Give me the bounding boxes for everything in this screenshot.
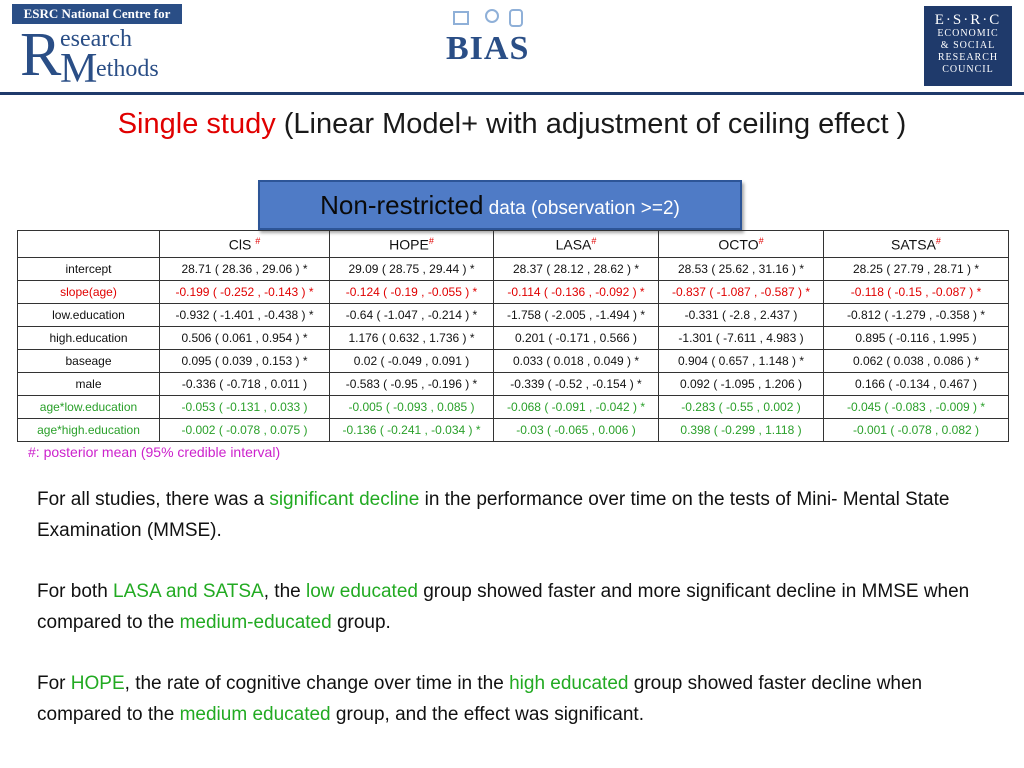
esrc-logo-line3: & SOCIAL: [940, 40, 996, 51]
table-row: [18, 419, 1009, 442]
nr-box-small: data (observation >=2): [483, 198, 680, 219]
table-header-cell: SATSA#: [824, 231, 1009, 258]
table-cell: -0.053 ( -0.131 , 0.033 ): [160, 396, 330, 419]
table-cell: -0.005 ( -0.093 , 0.085 ): [330, 396, 494, 419]
table-cell: -0.002 ( -0.078 , 0.075 ): [160, 419, 330, 442]
nr-box-big: Non-restricted: [320, 190, 484, 220]
table-cell: -0.045 ( -0.083 , -0.009 ) *: [824, 396, 1009, 419]
table-row: [18, 281, 1009, 304]
table-row: [18, 350, 1009, 373]
research-methods-logo: [12, 4, 182, 92]
slide-header: [0, 0, 1024, 92]
table-cell: -0.068 ( -0.091 , -0.042 ) *: [494, 396, 659, 419]
table-cell: -0.118 ( -0.15 , -0.087 ) *: [824, 281, 1009, 304]
table-row: [18, 327, 1009, 350]
table-cell: -0.837 ( -1.087 , -0.587 ) *: [659, 281, 824, 304]
table-cell: -0.64 ( -1.047 , -0.214 ) *: [330, 304, 494, 327]
table-cell: 0.904 ( 0.657 , 1.148 ) *: [659, 350, 824, 373]
rm-logo-word2: ethods: [96, 56, 159, 82]
table-header-cell: OCTO#: [659, 231, 824, 258]
row-label: baseage: [18, 350, 160, 373]
table-cell: -0.124 ( -0.19 , -0.055 ) *: [330, 281, 494, 304]
table-cell: -1.758 ( -2.005 , -1.494 ) *: [494, 304, 659, 327]
slide-title: [0, 108, 1024, 141]
table-header-cell: LASA#: [494, 231, 659, 258]
esrc-logo: [924, 6, 1012, 86]
paragraph-3: For HOPE, the rate of cognitive change over time in the high educated group showed faster decline when compared to the medium educated group, and the effect was significant.: [37, 673, 923, 725]
table-header-cell: HOPE#: [330, 231, 494, 258]
table-row: [18, 258, 1009, 281]
esrc-logo-line1: E·S·R·C: [934, 12, 1002, 28]
table-header-empty: [18, 231, 160, 258]
rm-logo-m: M: [60, 46, 98, 92]
table-row: [18, 396, 1009, 419]
row-label: high.education: [18, 327, 160, 350]
table-cell: 0.895 ( -0.116 , 1.995 ): [824, 327, 1009, 350]
row-label: low.education: [18, 304, 160, 327]
non-restricted-box: [258, 180, 742, 230]
table-cell: 0.166 ( -0.134 , 0.467 ): [824, 373, 1009, 396]
row-label: intercept: [18, 258, 160, 281]
results-table: [17, 230, 1009, 442]
paragraph-2: For both LASA and SATSA, the low educated group showed faster and more significant decline in MMSE when compared to the medium-educated group.: [37, 581, 970, 633]
table-cell: 0.506 ( 0.061 , 0.954 ) *: [160, 327, 330, 350]
table-cell: 0.398 ( -0.299 , 1.118 ): [659, 419, 824, 442]
bias-logo-text: BIAS: [446, 30, 530, 67]
table-cell: 0.02 ( -0.049 , 0.091 ): [330, 350, 494, 373]
esrc-logo-line4: RESEARCH: [937, 52, 999, 63]
table-cell: -1.301 ( -7.611 , 4.983 ): [659, 327, 824, 350]
table-cell: 1.176 ( 0.632 , 1.736 ) *: [330, 327, 494, 350]
table-cell: -0.812 ( -1.279 , -0.358 ) *: [824, 304, 1009, 327]
table-header-cell: ClS #: [160, 231, 330, 258]
table-cell: -0.932 ( -1.401 , -0.438 ) *: [160, 304, 330, 327]
table-row: [18, 373, 1009, 396]
table-cell: -0.03 ( -0.065 , 0.006 ): [494, 419, 659, 442]
esrc-logo-line2: ECONOMIC: [937, 28, 999, 39]
bias-logo: [442, 6, 542, 86]
table-header-row: [18, 231, 1009, 258]
table-cell: 0.062 ( 0.038 , 0.086 ) *: [824, 350, 1009, 373]
table-cell: 29.09 ( 28.75 , 29.44 ) *: [330, 258, 494, 281]
table-cell: 0.095 ( 0.039 , 0.153 ) *: [160, 350, 330, 373]
table-cell: -0.001 ( -0.078 , 0.082 ): [824, 419, 1009, 442]
row-label: slope(age): [18, 281, 160, 304]
table-cell: -0.339 ( -0.52 , -0.154 ) *: [494, 373, 659, 396]
row-label: age*low.education: [18, 396, 160, 419]
table-cell: -0.114 ( -0.136 , -0.092 ) *: [494, 281, 659, 304]
row-label: age*high.education: [18, 419, 160, 442]
title-rest: (Linear Model+ with adjustment of ceiling effect ): [275, 108, 907, 140]
table-cell: -0.283 ( -0.55 , 0.002 ): [659, 396, 824, 419]
table-cell: 28.37 ( 28.12 , 28.62 ) *: [494, 258, 659, 281]
paragraph-1: For all studies, there was a significant decline in the performance over time on the tests of Mini- Mental State Examination (MMSE).: [37, 489, 950, 541]
header-divider: [0, 92, 1024, 95]
table-cell: 28.71 ( 28.36 , 29.06 ) *: [160, 258, 330, 281]
esrc-logo-line5: COUNCIL: [942, 64, 994, 75]
rm-logo-word1: esearch: [60, 26, 132, 52]
rm-logo-r: R: [20, 21, 62, 89]
title-highlight: Single study: [117, 108, 276, 140]
table-cell: -0.336 ( -0.718 , 0.011 ): [160, 373, 330, 396]
table-cell: -0.136 ( -0.241 , -0.034 ) *: [330, 419, 494, 442]
table-cell: 28.53 ( 25.62 , 31.16 ) *: [659, 258, 824, 281]
table-cell: 0.033 ( 0.018 , 0.049 ) *: [494, 350, 659, 373]
table-cell: -0.583 ( -0.95 , -0.196 ) *: [330, 373, 494, 396]
rm-logo-band: ESRC National Centre for: [12, 4, 182, 24]
table-cell: -0.199 ( -0.252 , -0.143 ) *: [160, 281, 330, 304]
table-cell: -0.331 ( -2.8 , 2.437 ): [659, 304, 824, 327]
table-row: [18, 304, 1009, 327]
table-cell: 0.092 ( -1.095 , 1.206 ): [659, 373, 824, 396]
table-cell: 28.25 ( 27.79 , 28.71 ) *: [824, 258, 1009, 281]
table-footnote: #: posterior mean (95% credible interval): [28, 444, 281, 460]
table-cell: 0.201 ( -0.171 , 0.566 ): [494, 327, 659, 350]
row-label: male: [18, 373, 160, 396]
